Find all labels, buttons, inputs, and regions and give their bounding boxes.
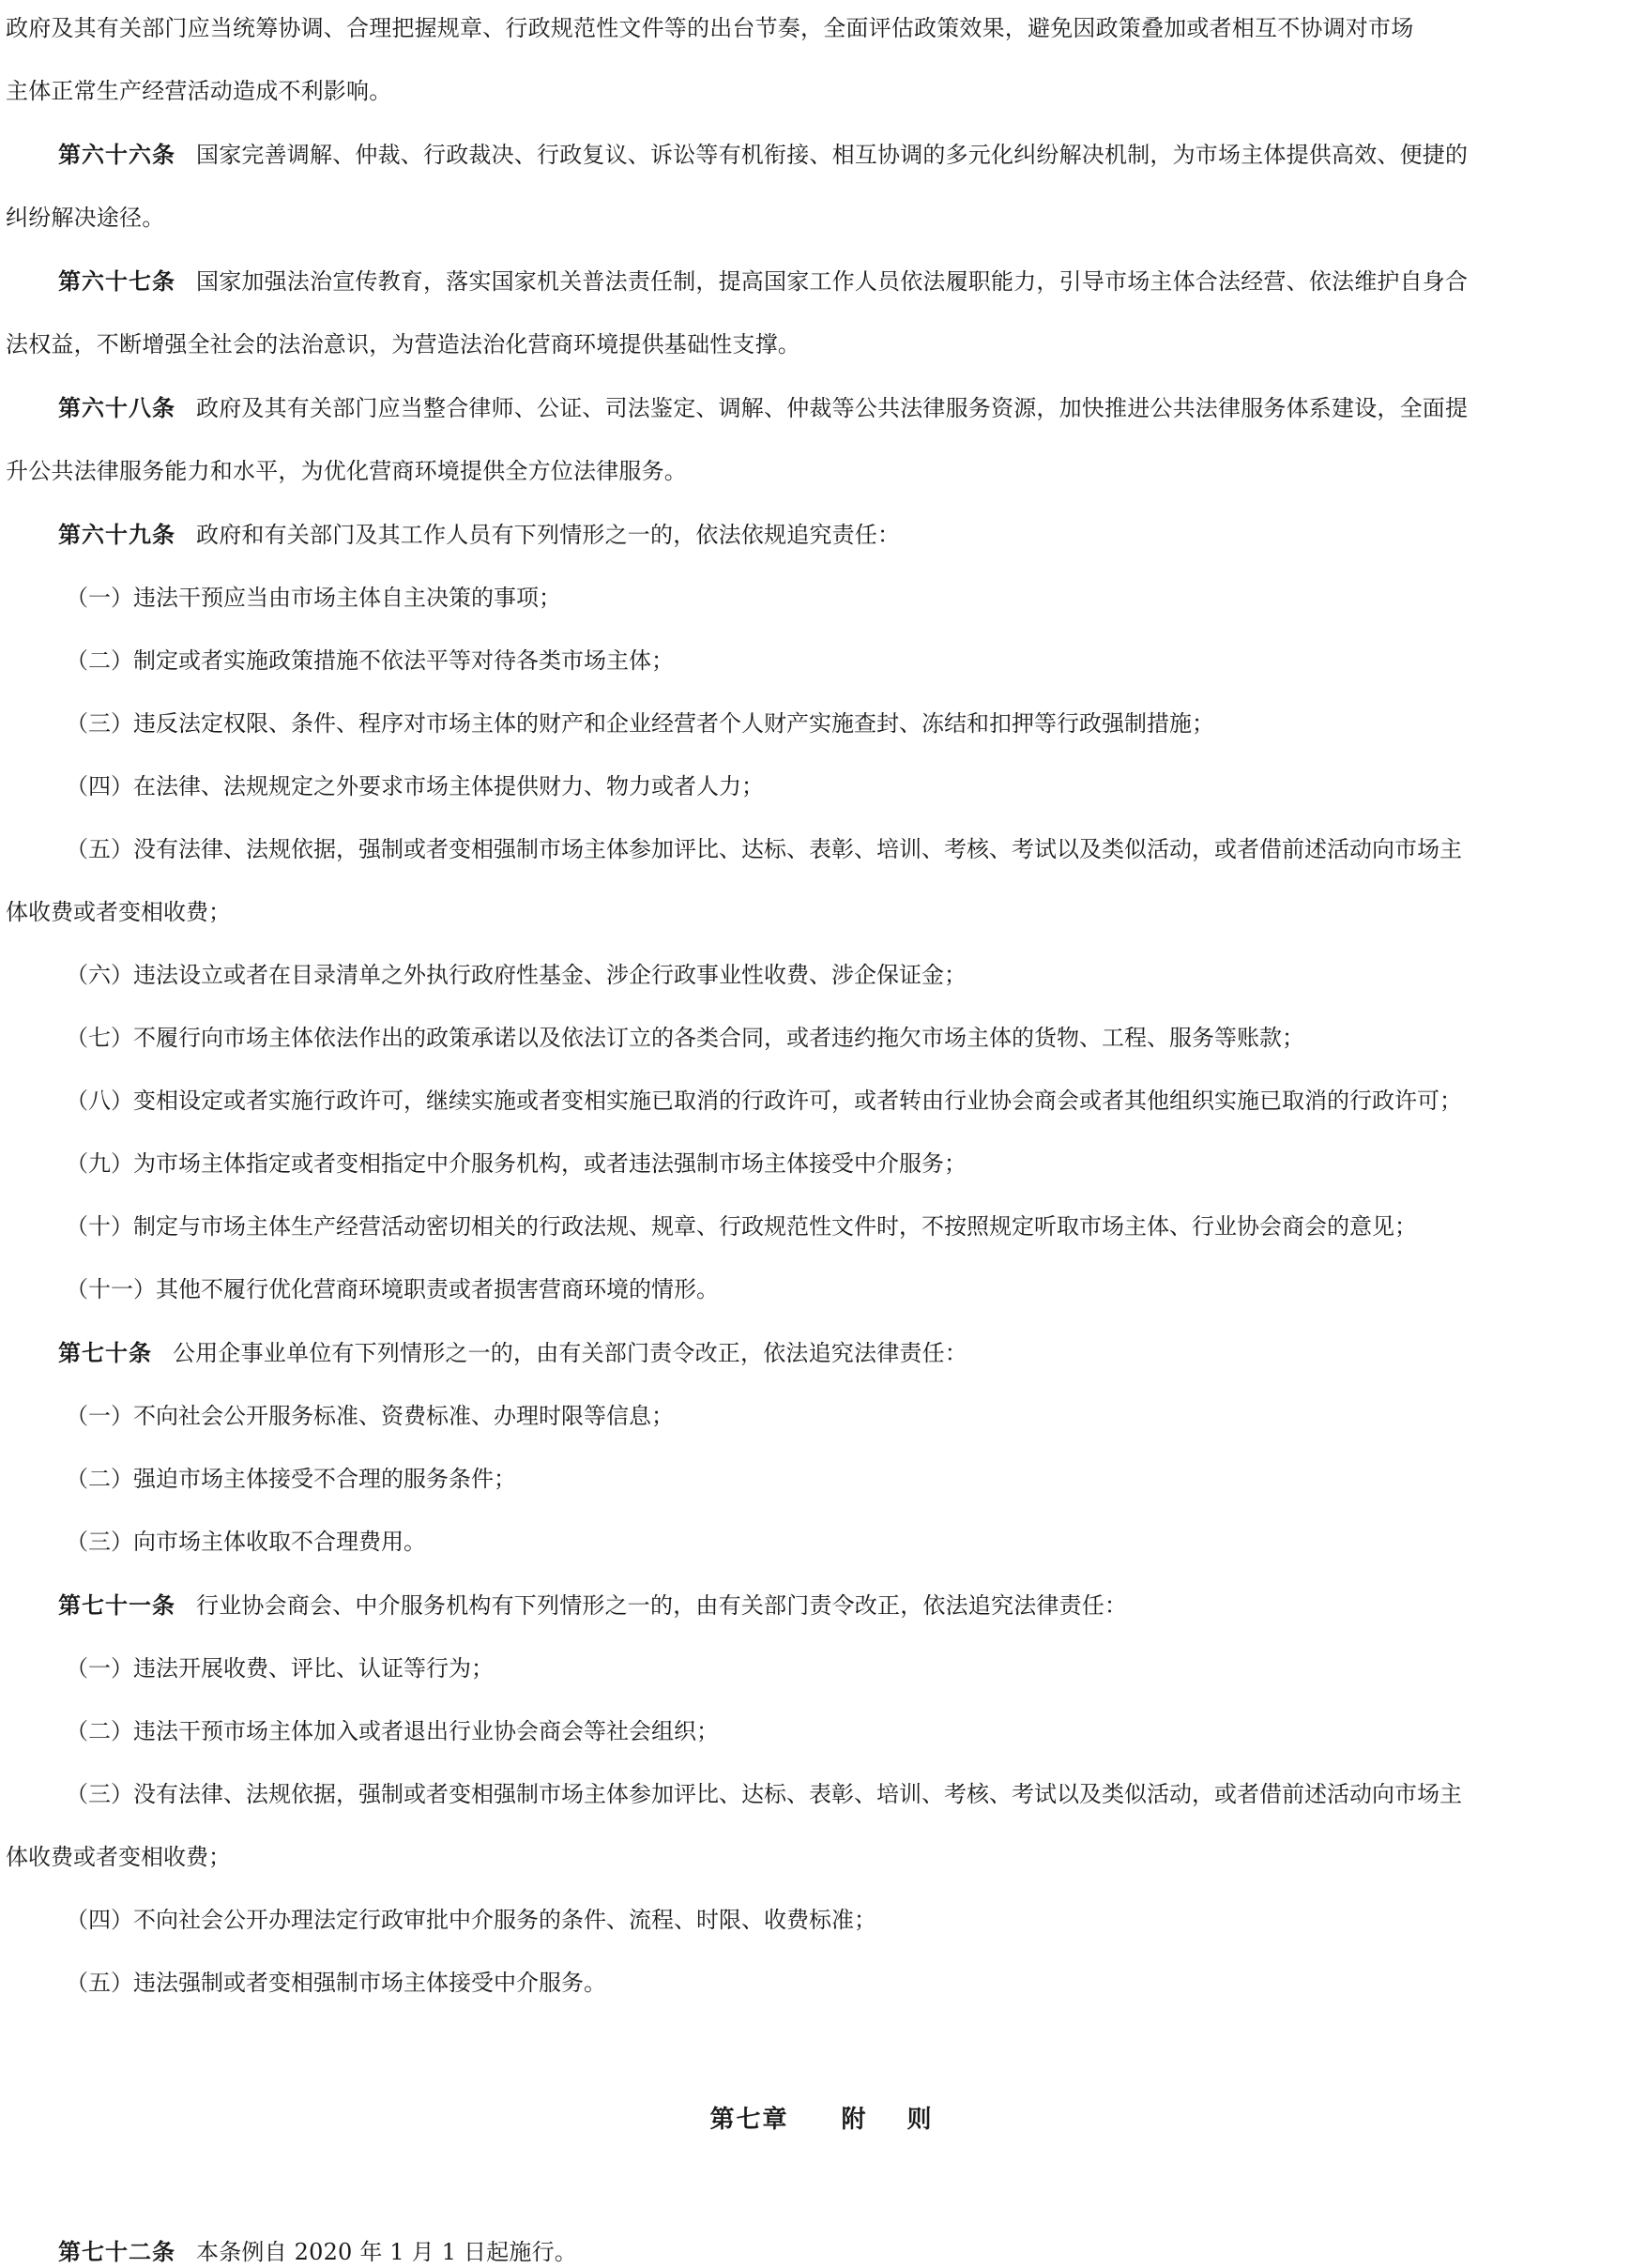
article-text: 本条例自 2020 年 1 月 1 日起施行。 (196, 2239, 577, 2265)
list-item (6, 1023, 1637, 1054)
line-text: 体收费或者变相收费； (6, 899, 231, 925)
list-item (6, 1464, 1637, 1495)
text-line (6, 203, 1637, 234)
text-line (6, 139, 1637, 171)
article-label: 第六十七条 (58, 267, 175, 295)
line-text: 公用企事业单位有下列情形之一的，由有关部门责令改正，依法追究法律责任： (173, 1340, 967, 1366)
chapter-heading (6, 2100, 1637, 2135)
text-line (6, 329, 1637, 360)
line-text: （三）违反法定权限、条件、程序对市场主体的财产和企业经营者个人财产实施查封、冻结和扣押等行政强制措施； (66, 710, 1214, 737)
list-item (6, 1968, 1637, 1999)
text-line (6, 456, 1637, 487)
line-text: 法权益，不断增强全社会的法治意识，为营造法治化营商环境提供基础性支撑。 (6, 331, 800, 358)
article-label: 第六十九条 (58, 521, 175, 548)
list-item (6, 960, 1637, 991)
line-text: 政府及其有关部门应当统筹协调、合理把握规章、行政规范性文件等的出台节奏，全面评估政策效果，避免因政策叠加或者相互不协调对市场 (6, 15, 1414, 41)
line-text: （一）违法干预应当由市场主体自主决策的事项； (66, 585, 561, 611)
article-paragraph (6, 1337, 1637, 1369)
list-item (6, 1653, 1637, 1684)
line-text: （二）违法干预市场主体加入或者退出行业协会商会等社会组织； (66, 1718, 719, 1744)
line-text: （三）没有法律、法规依据，强制或者变相强制市场主体参加评比、达标、表彰、培训、考核、考试以及类似活动，或者借前述活动向市场主 (66, 1781, 1462, 1807)
list-item (6, 1211, 1637, 1242)
list-item (6, 583, 1637, 614)
chapter-title-char-1: 附 (841, 2106, 868, 2134)
line-text: 体收费或者变相收费； (6, 1844, 231, 1870)
text-line (6, 392, 1637, 424)
line-text: （十）制定与市场主体生产经营活动密切相关的行政法规、规章、行政规范性文件时，不按照规定听取市场主体、行业协会商会的意见； (66, 1213, 1417, 1240)
text-line (6, 1337, 1637, 1369)
article-label: 第七十一条 (58, 1591, 175, 1619)
list-item (6, 646, 1637, 677)
line-text: （八）变相设定或者实施行政许可，继续实施或者变相实施已取消的行政许可，或者转由行业协会商会或者其他组织实施已取消的行政许可； (66, 1088, 1462, 1114)
line-text: （九）为市场主体指定或者变相指定中介服务机构，或者违法强制市场主体接受中介服务； (66, 1150, 967, 1177)
article-paragraph (6, 519, 1637, 551)
text-line (6, 519, 1637, 551)
article-paragraph (6, 1590, 1637, 1621)
list-item (6, 1779, 1637, 1873)
list-item (6, 1401, 1637, 1432)
line-text: （六）违法设立或者在目录清单之外执行政府性基金、涉企行政事业性收费、涉企保证金； (66, 962, 967, 988)
line-text: （二）强迫市场主体接受不合理的服务条件； (66, 1466, 516, 1492)
line-text: （四）不向社会公开办理法定行政审批中介服务的条件、流程、时限、收费标准； (66, 1907, 876, 1933)
chapter-title-char-2: 则 (906, 2106, 934, 2134)
line-text: 政府和有关部门及其工作人员有下列情形之一的，依法依规追究责任： (196, 522, 901, 548)
article-label: 第六十八条 (58, 394, 175, 421)
article-label: 第七十二条 (58, 2238, 175, 2265)
line-text: （一）违法开展收费、评比、认证等行为； (66, 1655, 494, 1682)
list-item (6, 1274, 1637, 1305)
line-text: （五）没有法律、法规依据，强制或者变相强制市场主体参加评比、达标、表彰、培训、考核、考试以及类似活动，或者借前述活动向市场主 (66, 836, 1462, 862)
article-paragraph (6, 266, 1637, 360)
list-item (6, 834, 1637, 928)
line-text: （二）制定或者实施政策措施不依法平等对待各类市场主体； (66, 647, 674, 674)
chapter-number: 第七章 (709, 2106, 789, 2134)
list-item (6, 708, 1637, 739)
article-label: 第七十条 (58, 1339, 152, 1366)
continuation-paragraph (6, 13, 1637, 107)
article-paragraph (6, 392, 1637, 487)
text-line (6, 1590, 1637, 1621)
article-paragraph (6, 139, 1637, 234)
list-item (6, 1905, 1637, 1936)
line-text: 升公共法律服务能力和水平，为优化营商环境提供全方位法律服务。 (6, 458, 687, 484)
list-item (6, 1716, 1637, 1747)
final-article (6, 2236, 1637, 2268)
list-item (6, 1086, 1637, 1117)
line-text: 政府及其有关部门应当整合律师、公证、司法鉴定、调解、仲裁等公共法律服务资源，加快推进公共法律服务体系建设，全面提 (196, 395, 1469, 421)
line-text: 国家加强法治宣传教育，落实国家机关普法责任制，提高国家工作人员依法履职能力，引导市场主体合法经营、依法维护自身合 (196, 268, 1469, 295)
list-item (6, 771, 1637, 802)
line-text: （十一）其他不履行优化营商环境职责或者损害营商环境的情形。 (66, 1276, 719, 1302)
line-text: 行业协会商会、中介服务机构有下列情形之一的，由有关部门责令改正，依法追究法律责任： (196, 1592, 1128, 1619)
line-text: 国家完善调解、仲裁、行政裁决、行政复议、诉讼等有机衔接、相互协调的多元化纠纷解决机制，为市场主体提供高效、便捷的 (196, 142, 1469, 168)
list-item (6, 1527, 1637, 1558)
line-text: 主体正常生产经营活动造成不利影响。 (6, 78, 392, 104)
line-text: 纠纷解决途径。 (6, 205, 165, 231)
line-text: （七）不履行向市场主体依法作出的政策承诺以及依法订立的各类合同，或者违约拖欠市场主体的货物、工程、服务等账款； (66, 1025, 1304, 1051)
text-line (6, 266, 1637, 297)
text-line (6, 13, 1637, 44)
line-text: （四）在法律、法规规定之外要求市场主体提供财力、物力或者人力； (66, 773, 764, 799)
document-body (6, 13, 1637, 1999)
line-text: （一）不向社会公开服务标准、资费标准、办理时限等信息； (66, 1403, 674, 1429)
line-text: （五）违法强制或者变相强制市场主体接受中介服务。 (66, 1970, 606, 1996)
article-label: 第六十六条 (58, 141, 175, 168)
line-text: （三）向市场主体收取不合理费用。 (66, 1529, 426, 1555)
list-item (6, 1149, 1637, 1180)
text-line (6, 76, 1637, 107)
